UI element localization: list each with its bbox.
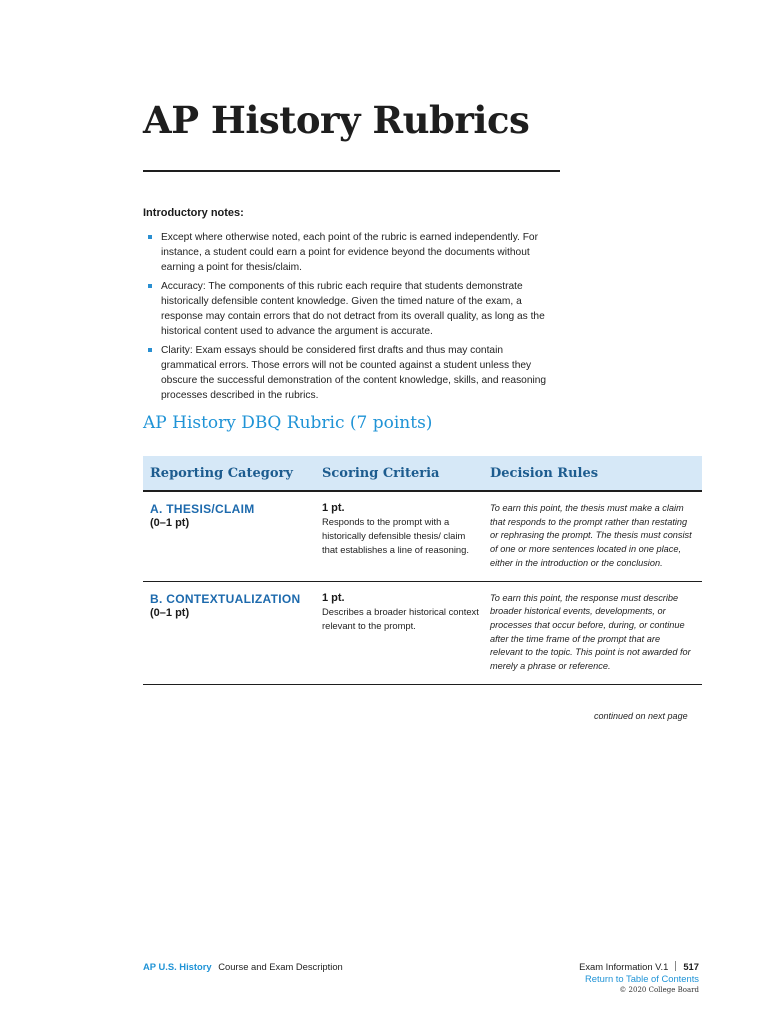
page-title: AP History Rubrics xyxy=(143,98,530,142)
table-row xyxy=(143,491,702,581)
footer-separator xyxy=(675,961,676,971)
copyright: © 2020 College Board xyxy=(619,986,699,994)
intro-note xyxy=(143,230,558,275)
intro-heading: Introductory notes: xyxy=(143,207,244,219)
decision-rules-cell xyxy=(483,491,702,581)
decision-rule-text: To earn this point, the response must describe broader historical events, developments, or processes that occur before, during, or continue after the time frame of the prompt that are relevant to the topic. This point is not awarded for merely a phrase or reference. xyxy=(490,592,691,672)
reporting-category-cell xyxy=(143,491,315,581)
bullet-icon xyxy=(148,348,152,352)
column-header-scoring-criteria: Scoring Criteria xyxy=(315,456,483,491)
decision-rule-text: To earn this point, the thesis must make a claim that responds to the prompt rather than restating or rephrasing the prompt. The thesis must consist of one or more sentences located in one place, either in the introduction or the conclusion. xyxy=(490,503,692,568)
category-points: (0–1 pt) xyxy=(150,606,190,619)
column-header-decision-rules: Decision Rules xyxy=(483,456,702,491)
intro-note xyxy=(143,279,558,339)
return-to-toc-link[interactable]: Return to Table of Contents xyxy=(585,973,699,984)
footer-left xyxy=(143,961,343,972)
table-header-row xyxy=(143,456,702,491)
footer-section-line xyxy=(579,961,699,973)
table-row xyxy=(143,581,702,684)
intro-note-text: Clarity: Exam essays should be considered first drafts and thus may contain grammatical errors. Those errors will not be counted against a student unless they obscure the successful demonstration of the content knowledge, skills, and reasoning processes described in the rubrics. xyxy=(161,345,547,401)
bullet-icon xyxy=(148,235,152,239)
title-divider xyxy=(143,170,560,172)
page-number: 517 xyxy=(683,961,699,972)
category-name: A. THESIS/CLAIM xyxy=(150,502,255,516)
criteria-points: 1 pt. xyxy=(322,591,345,604)
reporting-category-cell xyxy=(143,581,315,684)
footer-description: Course and Exam Description xyxy=(218,961,343,972)
footer-section: Exam Information V.1 xyxy=(579,961,669,972)
continued-note: continued on next page xyxy=(594,711,688,721)
intro-note-text: Accuracy: The components of this rubric each require that students demonstrate historically defensible content knowledge. Given the timed nature of the exam, a response may contain errors that do not detract from its overall quality, as long as the historical content used to advance the argument is accurate. xyxy=(161,281,545,337)
bullet-icon xyxy=(148,284,152,288)
category-points: (0–1 pt) xyxy=(150,517,190,529)
intro-notes-list xyxy=(143,230,558,407)
criteria-points: 1 pt. xyxy=(322,502,345,514)
footer-course-name: AP U.S. History xyxy=(143,961,212,972)
intro-note xyxy=(143,343,558,403)
intro-note-text: Except where otherwise noted, each point of the rubric is earned independently. For instance, a student could earn a point for evidence beyond the documents without earning a point for thesis/claim. xyxy=(161,232,538,273)
rubric-table xyxy=(143,456,702,685)
decision-rules-cell xyxy=(483,581,702,684)
column-header-reporting-category: Reporting Category xyxy=(143,456,315,491)
footer-right xyxy=(579,961,699,996)
category-name: B. CONTEXTUALIZATION xyxy=(150,591,301,606)
scoring-criteria-cell xyxy=(315,581,483,684)
rubric-title: AP History DBQ Rubric (7 points) xyxy=(143,413,433,433)
scoring-criteria-cell xyxy=(315,491,483,581)
criteria-description: Responds to the prompt with a historically defensible thesis/ claim that establishes a line of reasoning. xyxy=(322,516,469,555)
criteria-description: Describes a broader historical context relevant to the prompt. xyxy=(322,605,479,631)
